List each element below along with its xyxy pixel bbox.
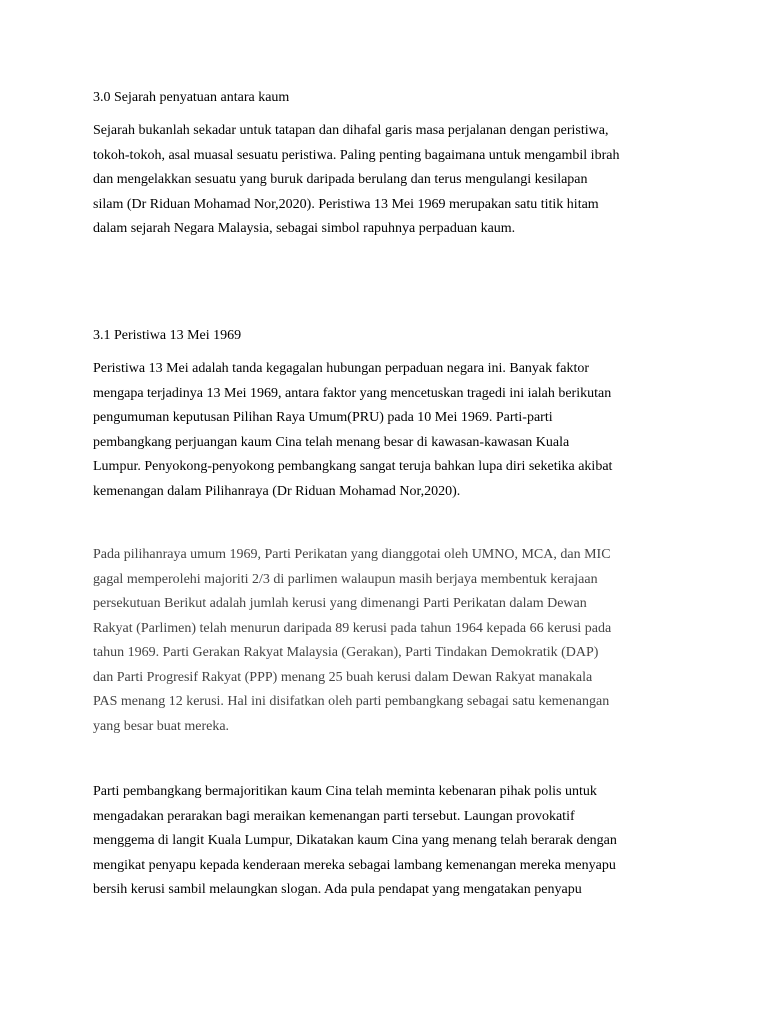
paragraph-line: mengadakan perarakan bagi meraikan kemenangan parti tersebut. Laungan provokatif [93, 808, 575, 824]
paragraph-line: mengapa terjadinya 13 Mei 1969, antara faktor yang mencetuskan tragedi ini ialah berikutan [93, 385, 612, 401]
section-3-0-paragraph [93, 119, 693, 242]
paragraph-line: Lumpur. Penyokong-penyokong pembangkang sangat teruja bahkan lupa diri seketika akibat [93, 459, 613, 474]
section-3-1-paragraph-3 [93, 780, 693, 903]
paragraph-line: bersih kerusi sambil melaungkan slogan. Ada pula pendapat yang mengatakan penyapu [93, 882, 582, 897]
paragraph-line: tokoh-tokoh, asal muasal sesuatu peristiwa. Paling penting bagaimana untuk mengambil ibrah [93, 147, 620, 163]
paragraph-line: dan mengelakkan sesuatu yang buruk daripada berulang dan terus mengulangi kesilapan [93, 172, 588, 187]
paragraph-line: kemenangan dalam Pilihanraya (Dr Riduan Mohamad Nor,2020). [93, 483, 461, 499]
paragraph-line: yang besar buat mereka. [93, 718, 230, 734]
paragraph-line: gagal memperolehi majoriti 2/3 di parlimen walaupun masih berjaya membentuk kerajaan [93, 571, 598, 587]
section-3-1-paragraph-1 [93, 357, 693, 504]
paragraph-line: pembangkang perjuangan kaum Cina telah menang besar di kawasan-kawasan Kuala [93, 434, 570, 450]
section-3-1-paragraph-2 [93, 543, 693, 739]
paragraph-line: Sejarah bukanlah sekadar untuk tatapan dan dihafal garis masa perjalanan dengan peristiwa, [93, 123, 609, 138]
paragraph-line: PAS menang 12 kerusi. Hal ini disifatkan oleh parti pembangkang sebagai satu kemenangan [93, 694, 610, 709]
paragraph-line: persekutuan Berikut adalah jumlah kerusi yang dimenangi Parti Perikatan dalam Dewan [93, 596, 587, 611]
section-3-0-heading: 3.0 Sejarah penyatuan antara kaum [93, 90, 290, 105]
paragraph-line: tahun 1969. Parti Gerakan Rakyat Malaysia (Gerakan), Parti Tindakan Demokratik (DAP) [93, 645, 599, 660]
paragraph-line: menggema di langit Kuala Lumpur, Dikatakan kaum Cina yang menang telah berarak dengan [93, 833, 617, 848]
paragraph-line: Peristiwa 13 Mei adalah tanda kegagalan hubungan perpaduan negara ini. Banyak faktor [93, 361, 590, 376]
paragraph-line: dalam sejarah Negara Malaysia, sebagai simbol rapuhnya perpaduan kaum. [93, 221, 516, 236]
paragraph-line: Parti pembangkang bermajoritikan kaum Cina telah meminta kebenaran pihak polis untuk [93, 784, 597, 799]
section-3-1-heading: 3.1 Peristiwa 13 Mei 1969 [93, 328, 242, 343]
paragraph-line: mengikat penyapu kepada kenderaan mereka sebagai lambang kemenangan mereka menyapu [93, 857, 616, 873]
paragraph-line: Rakyat (Parlimen) telah menurun daripada 89 kerusi pada tahun 1964 kepada 66 kerusi pada [93, 620, 612, 636]
paragraph-line: silam (Dr Riduan Mohamad Nor,2020). Peristiwa 13 Mei 1969 merupakan satu titik hitam [93, 196, 599, 212]
paragraph-line: dan Parti Progresif Rakyat (PPP) menang 25 buah kerusi dalam Dewan Rakyat manakala [93, 669, 593, 685]
paragraph-line: Pada pilihanraya umum 1969, Parti Perikatan yang dianggotai oleh UMNO, MCA, dan MIC [93, 547, 611, 562]
paragraph-line: pengumuman keputusan Pilihan Raya Umum(PRU) pada 10 Mei 1969. Parti-parti [93, 410, 553, 425]
